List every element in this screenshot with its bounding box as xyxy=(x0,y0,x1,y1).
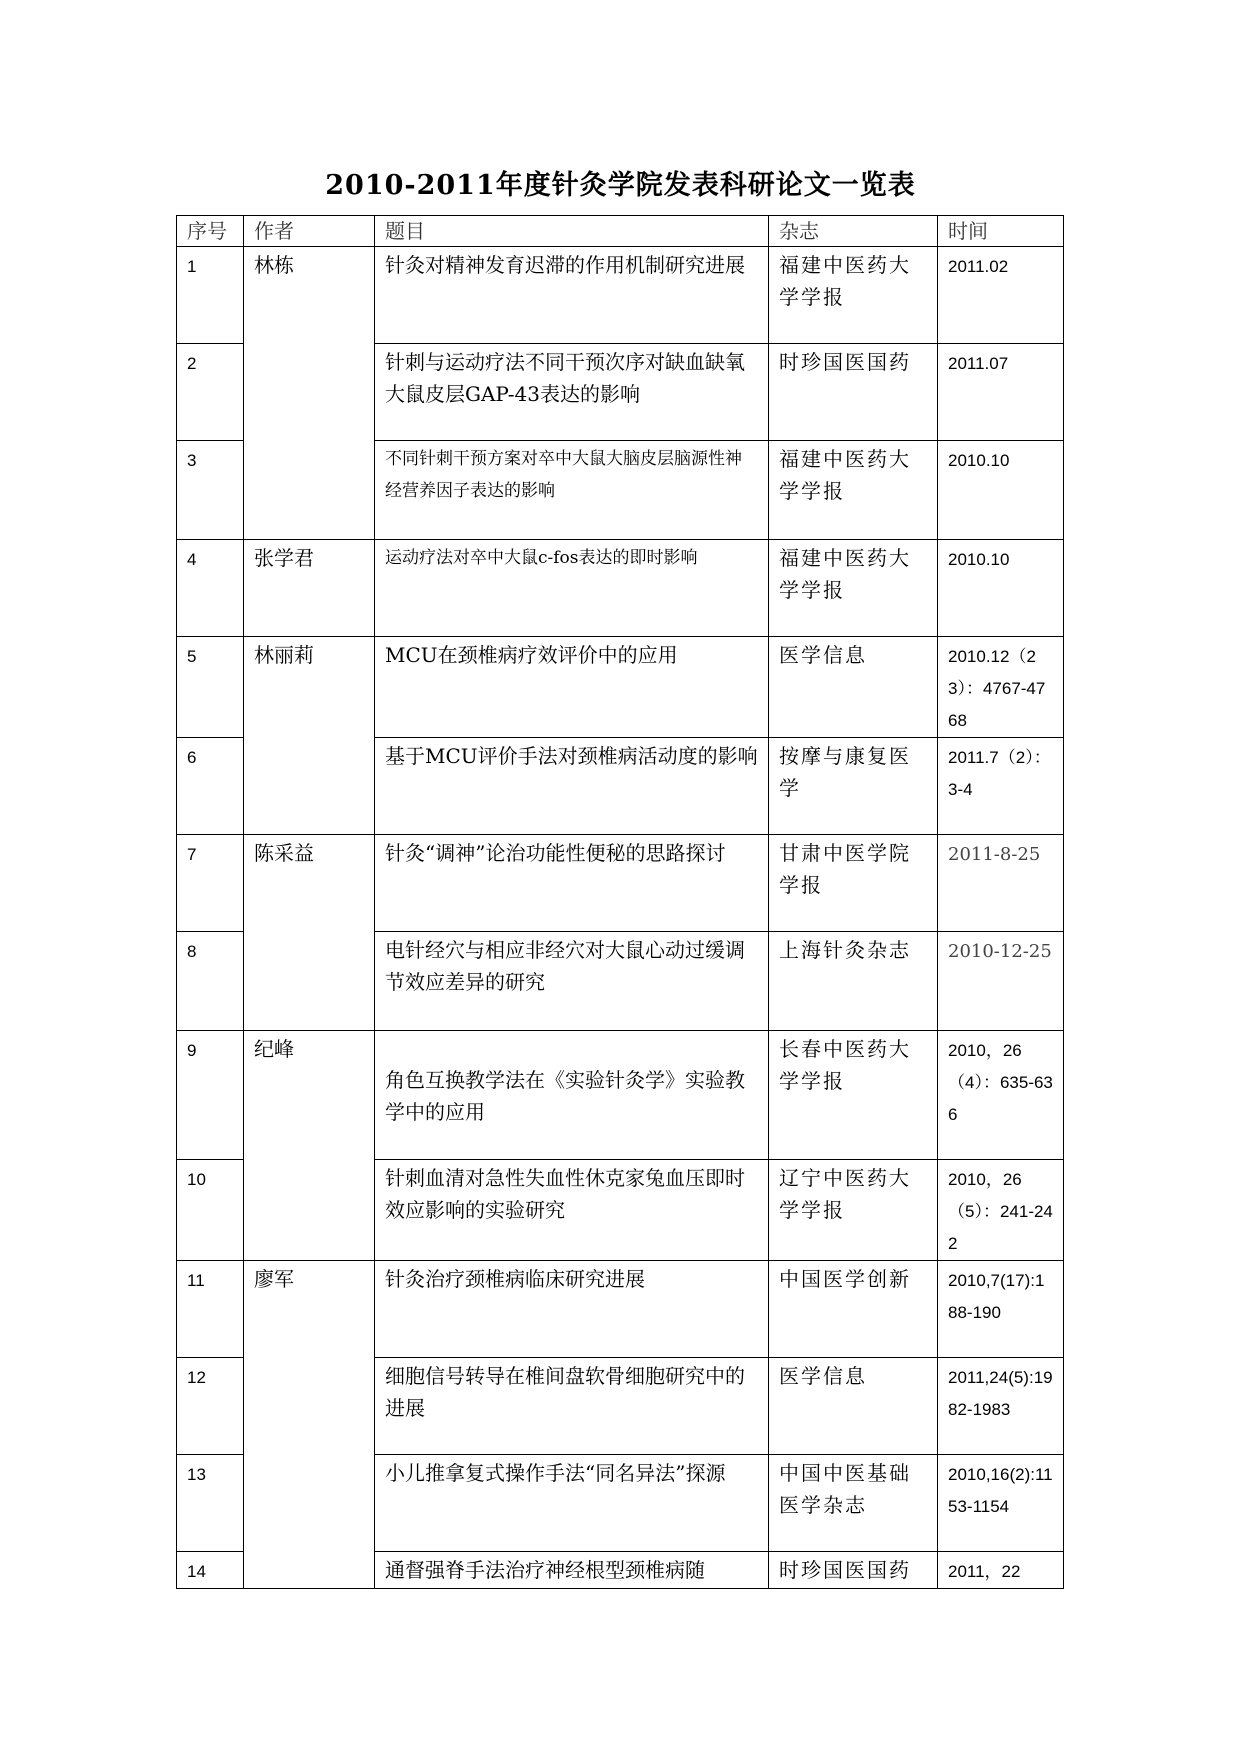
row-time: 2011.7（2）：3-4 xyxy=(938,738,1064,835)
row-num: 1 xyxy=(177,247,244,344)
table-row xyxy=(177,247,1064,344)
row-num: 12 xyxy=(177,1358,244,1455)
row-topic: 角色互换教学法在《实验针灸学》实验教学中的应用 xyxy=(375,1031,769,1160)
row-journal: 医学信息 xyxy=(769,637,938,738)
row-topic: 细胞信号转导在椎间盘软骨细胞研究中的进展 xyxy=(375,1358,769,1455)
row-time: 2010.12（23）：4767-4768 xyxy=(938,637,1064,738)
row-time: 2010-12-25 xyxy=(938,932,1064,1031)
header-author: 作者 xyxy=(244,216,375,247)
row-journal: 长春中医药大学学报 xyxy=(769,1031,938,1160)
row-topic: 电针经穴与相应非经穴对大鼠心动过缓调节效应差异的研究 xyxy=(375,932,769,1031)
row-journal: 按摩与康复医学 xyxy=(769,738,938,835)
row-author: 林丽莉 xyxy=(244,637,375,835)
row-time: 2010，26（4）：635-636 xyxy=(938,1031,1064,1160)
table-row xyxy=(177,1031,1064,1160)
document-title: 2010-2011年度针灸学院发表科研论文一览表 xyxy=(325,170,916,201)
row-author: 林栋 xyxy=(244,247,375,540)
row-time: 2010.10 xyxy=(938,540,1064,637)
row-author: 陈采益 xyxy=(244,835,375,1031)
row-num: 10 xyxy=(177,1160,244,1261)
row-time: 2010，26（5）：241-242 xyxy=(938,1160,1064,1261)
row-num: 7 xyxy=(177,835,244,932)
row-topic: 小儿推拿复式操作手法“同名异法”探源 xyxy=(375,1455,769,1552)
row-time: 2011,24(5):1982-1983 xyxy=(938,1358,1064,1455)
row-num: 8 xyxy=(177,932,244,1031)
row-journal: 医学信息 xyxy=(769,1358,938,1455)
header-time: 时间 xyxy=(938,216,1064,247)
row-topic: 针灸对精神发育迟滞的作用机制研究进展 xyxy=(375,247,769,344)
row-num: 9 xyxy=(177,1031,244,1160)
table-row xyxy=(177,835,1064,932)
row-num: 3 xyxy=(177,441,244,540)
table-row xyxy=(177,540,1064,637)
row-time: 2011，22 xyxy=(938,1552,1064,1589)
row-journal: 辽宁中医药大学学报 xyxy=(769,1160,938,1261)
row-author: 张学君 xyxy=(244,540,375,637)
row-topic: 针刺血清对急性失血性休克家兔血压即时效应影响的实验研究 xyxy=(375,1160,769,1261)
row-topic: 针灸“调神”论治功能性便秘的思路探讨 xyxy=(375,835,769,932)
row-num: 11 xyxy=(177,1261,244,1358)
row-author: 廖军 xyxy=(244,1261,375,1589)
row-journal: 福建中医药大学学报 xyxy=(769,540,938,637)
table-row xyxy=(177,1261,1064,1358)
row-time: 2011.02 xyxy=(938,247,1064,344)
row-journal: 时珍国医国药 xyxy=(769,344,938,441)
row-journal: 中国中医基础医学杂志 xyxy=(769,1455,938,1552)
papers-table xyxy=(176,215,1064,1589)
header-num: 序号 xyxy=(177,216,244,247)
row-journal: 福建中医药大学学报 xyxy=(769,441,938,540)
header-topic: 题目 xyxy=(375,216,769,247)
row-journal: 上海针灸杂志 xyxy=(769,932,938,1031)
row-topic: 基于MCU评价手法对颈椎病活动度的影响 xyxy=(375,738,769,835)
row-num: 2 xyxy=(177,344,244,441)
row-topic: 针刺与运动疗法不同干预次序对缺血缺氧大鼠皮层GAP-43表达的影响 xyxy=(375,344,769,441)
row-topic: MCU在颈椎病疗效评价中的应用 xyxy=(375,637,769,738)
row-journal: 时珍国医国药 xyxy=(769,1552,938,1589)
row-time: 2010.10 xyxy=(938,441,1064,540)
table-row xyxy=(177,637,1064,738)
row-num: 5 xyxy=(177,637,244,738)
row-time: 2011-8-25 xyxy=(938,835,1064,932)
header-journal: 杂志 xyxy=(769,216,938,247)
row-topic: 运动疗法对卒中大鼠c-fos表达的即时影响 xyxy=(375,540,769,637)
row-journal: 福建中医药大学学报 xyxy=(769,247,938,344)
row-topic: 通督强脊手法治疗神经根型颈椎病随 xyxy=(375,1552,769,1589)
row-author: 纪峰 xyxy=(244,1031,375,1261)
row-time: 2011.07 xyxy=(938,344,1064,441)
row-topic: 不同针刺干预方案对卒中大鼠大脑皮层脑源性神经营养因子表达的影响 xyxy=(375,441,769,540)
row-num: 14 xyxy=(177,1552,244,1589)
row-time: 2010,7(17):188-190 xyxy=(938,1261,1064,1358)
row-time: 2010,16(2):1153-1154 xyxy=(938,1455,1064,1552)
row-num: 6 xyxy=(177,738,244,835)
row-num: 4 xyxy=(177,540,244,637)
table-header-row xyxy=(177,216,1064,247)
row-journal: 中国医学创新 xyxy=(769,1261,938,1358)
row-num: 13 xyxy=(177,1455,244,1552)
row-topic: 针灸治疗颈椎病临床研究进展 xyxy=(375,1261,769,1358)
row-journal: 甘肃中医学院学报 xyxy=(769,835,938,932)
